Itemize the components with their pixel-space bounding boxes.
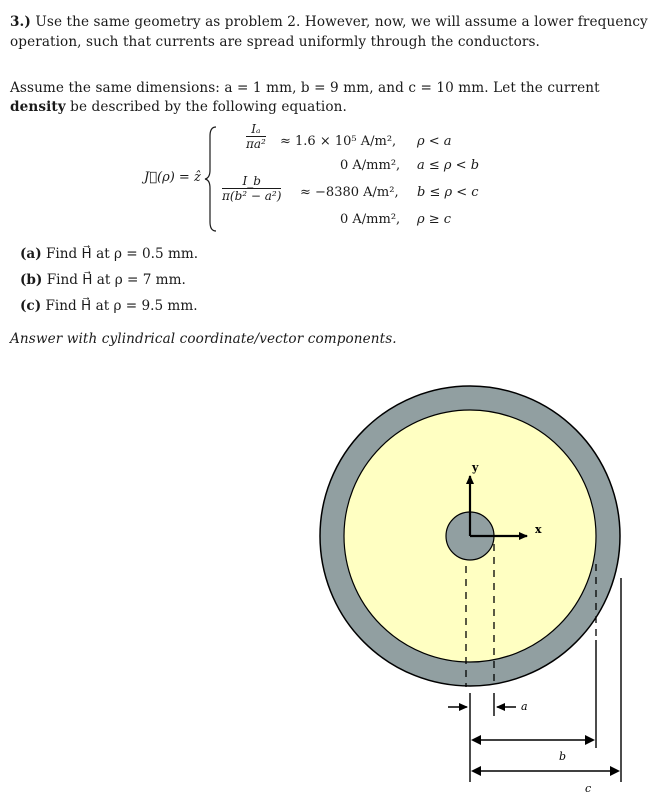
dimension-c-label: c (585, 782, 592, 795)
problem-intro-line-2: operation, such that currents are spread uniformly through the conductors. (10, 34, 540, 50)
density-rest: be described by the following equation. (70, 99, 347, 115)
part-a-text: Find H⃗ at ρ = 0.5 mm. (46, 246, 199, 262)
part-b-text: Find H⃗ at ρ = 7 mm. (46, 272, 186, 288)
answer-note: Answer with cylindrical coordinate/vector components. (10, 331, 397, 347)
fraction-inner-numerator: Iₐ (246, 122, 266, 137)
dimension-c-arrowhead-right (610, 766, 620, 776)
y-axis-label: y (472, 461, 479, 474)
case3-condition: b ≤ ρ < c (417, 185, 479, 200)
dimension-b-label: b (559, 750, 567, 763)
dimension-c-arrowhead-left (471, 766, 481, 776)
part-a-label: (a) (20, 246, 42, 262)
problem-intro-text-1: Use the same geometry as problem 2. However, now, we will assume a lower frequency (35, 14, 648, 30)
case2-condition: a ≤ ρ < b (417, 158, 480, 173)
case1-value: ≈ 1.6 × 10⁵ A/m², (280, 134, 397, 149)
dimension-b-arrowhead-left (471, 735, 481, 745)
fraction-inner-denominator: πa² (246, 137, 266, 151)
part-c-text: Find H⃗ at ρ = 9.5 mm. (45, 298, 198, 314)
density-keyword: density (10, 99, 66, 115)
dimension-a-label: a (521, 700, 528, 713)
case4-value: 0 A/mm², (340, 212, 401, 227)
fraction-outer-numerator: I_b (222, 174, 281, 189)
equation-lhs: J⃗(ρ) = ẑ (144, 170, 201, 185)
part-b-label: (b) (20, 272, 43, 288)
fraction-outer-denominator: π(b² − a²) (222, 189, 282, 203)
case4-condition: ρ ≥ c (417, 212, 452, 227)
case3-value: ≈ −8380 A/m², (300, 185, 399, 200)
problem-number: 3.) (10, 14, 31, 30)
case2-value: 0 A/mm², (340, 158, 401, 173)
x-axis-label: x (535, 523, 542, 536)
dimension-b-arrowhead-right (585, 735, 595, 745)
part-c-label: (c) (20, 298, 42, 314)
dimensions-line: Assume the same dimensions: a = 1 mm, b = 9 mm, and c = 10 mm. Let the current (10, 80, 600, 96)
case1-condition: ρ < a (417, 134, 452, 149)
